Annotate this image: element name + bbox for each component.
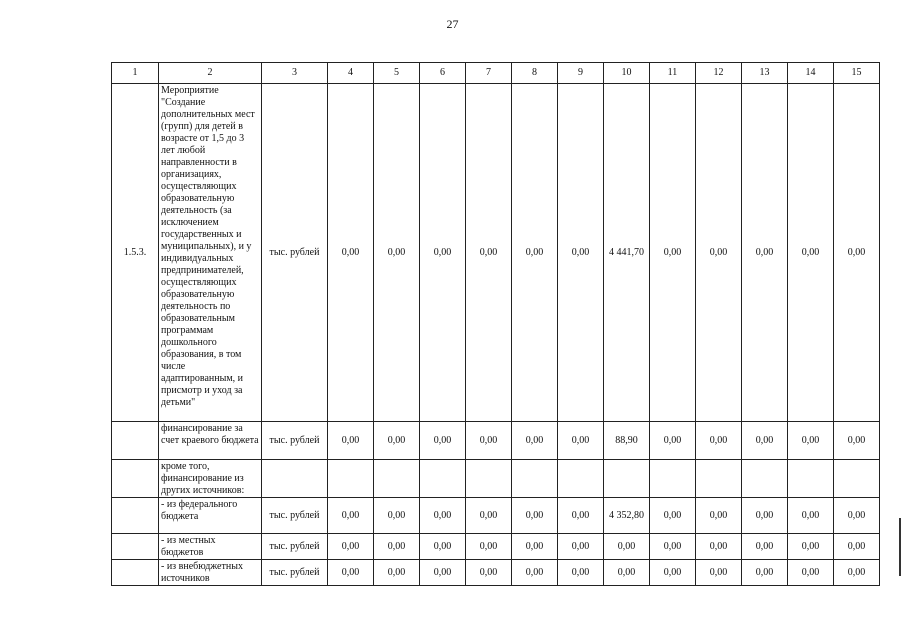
value-cell	[788, 460, 834, 498]
value-cell	[512, 460, 558, 498]
table-row	[112, 422, 880, 460]
value-cell: 0,00	[604, 534, 650, 560]
unit-cell: тыс. рублей	[262, 422, 328, 460]
value-cell: 0,00	[650, 534, 696, 560]
value-cell: 0,00	[512, 422, 558, 460]
table-row	[112, 84, 880, 422]
value-cell: 4 441,70	[604, 84, 650, 422]
header-cell: 7	[466, 63, 512, 84]
value-cell: 0,00	[374, 498, 420, 534]
table-row	[112, 498, 880, 534]
row-description: - из внебюджетных источников	[159, 560, 262, 586]
header-cell: 8	[512, 63, 558, 84]
value-cell: 0,00	[420, 84, 466, 422]
value-cell: 0,00	[788, 498, 834, 534]
value-cell: 0,00	[558, 422, 604, 460]
row-number: 1.5.3.	[112, 84, 159, 422]
unit-cell: тыс. рублей	[262, 560, 328, 586]
header-cell: 4	[328, 63, 374, 84]
value-cell	[696, 460, 742, 498]
page-number: 27	[446, 17, 459, 31]
value-cell: 0,00	[650, 560, 696, 586]
value-cell	[834, 460, 880, 498]
table-row	[112, 560, 880, 586]
value-cell: 0,00	[788, 422, 834, 460]
row-number	[112, 534, 159, 560]
value-cell: 0,00	[650, 422, 696, 460]
row-description: - из федерального бюджета	[159, 498, 262, 534]
row-number	[112, 498, 159, 534]
value-cell: 0,00	[742, 498, 788, 534]
value-cell: 0,00	[374, 422, 420, 460]
value-cell: 0,00	[696, 534, 742, 560]
value-cell: 88,90	[604, 422, 650, 460]
row-description: - из местных бюджетов	[159, 534, 262, 560]
table-row	[112, 534, 880, 560]
header-cell: 15	[834, 63, 880, 84]
value-cell: 0,00	[328, 534, 374, 560]
unit-cell	[262, 460, 328, 498]
value-cell: 0,00	[742, 560, 788, 586]
value-cell	[420, 460, 466, 498]
value-cell	[558, 460, 604, 498]
value-cell: 0,00	[604, 560, 650, 586]
header-cell: 14	[788, 63, 834, 84]
value-cell: 0,00	[558, 84, 604, 422]
value-cell: 0,00	[834, 498, 880, 534]
value-cell: 0,00	[696, 84, 742, 422]
value-cell: 0,00	[466, 498, 512, 534]
value-cell: 0,00	[466, 560, 512, 586]
value-cell: 0,00	[512, 84, 558, 422]
value-cell: 0,00	[696, 560, 742, 586]
value-cell: 0,00	[788, 560, 834, 586]
value-cell: 0,00	[466, 84, 512, 422]
unit-cell: тыс. рублей	[262, 84, 328, 422]
header-cell: 5	[374, 63, 420, 84]
header-cell: 10	[604, 63, 650, 84]
row-number	[112, 422, 159, 460]
header-cell: 12	[696, 63, 742, 84]
value-cell: 0,00	[788, 534, 834, 560]
row-number	[112, 560, 159, 586]
value-cell: 0,00	[466, 534, 512, 560]
value-cell: 0,00	[742, 422, 788, 460]
table-row	[112, 460, 880, 498]
value-cell: 0,00	[420, 422, 466, 460]
header-cell: 6	[420, 63, 466, 84]
row-description: кроме того, финансирование из других источников:	[159, 460, 262, 498]
value-cell: 0,00	[834, 534, 880, 560]
value-cell: 0,00	[696, 498, 742, 534]
row-description: финансирование за счет краевого бюджета	[159, 422, 262, 460]
value-cell: 0,00	[328, 498, 374, 534]
value-cell: 4 352,80	[604, 498, 650, 534]
header-cell: 13	[742, 63, 788, 84]
value-cell	[650, 460, 696, 498]
value-cell: 0,00	[374, 560, 420, 586]
row-number	[112, 460, 159, 498]
value-cell: 0,00	[558, 498, 604, 534]
value-cell	[328, 460, 374, 498]
value-cell: 0,00	[650, 498, 696, 534]
value-cell	[374, 460, 420, 498]
value-cell: 0,00	[328, 84, 374, 422]
value-cell: 0,00	[558, 534, 604, 560]
row-description: Мероприятие "Создание дополнительных мест (групп) для детей в возрасте от 1,5 до 3 лет любой направленности в организациях, осуществляющих образовательную деятельность (за исключением государственных и муниципальных), и у индивидуальных предпринимателей, осуществляющих образовательную деятельность по образовательным программам дошкольного образования, в том числе адаптированным, и присмотр и уход за детьми"	[159, 84, 262, 422]
unit-cell: тыс. рублей	[262, 498, 328, 534]
value-cell: 0,00	[466, 422, 512, 460]
scan-edge-mark	[899, 518, 901, 576]
value-cell: 0,00	[420, 498, 466, 534]
value-cell: 0,00	[512, 498, 558, 534]
unit-cell: тыс. рублей	[262, 534, 328, 560]
value-cell: 0,00	[650, 84, 696, 422]
value-cell	[466, 460, 512, 498]
header-cell: 3	[262, 63, 328, 84]
value-cell: 0,00	[512, 560, 558, 586]
header-row	[112, 63, 880, 84]
value-cell: 0,00	[788, 84, 834, 422]
value-cell: 0,00	[328, 422, 374, 460]
value-cell: 0,00	[742, 534, 788, 560]
value-cell: 0,00	[834, 422, 880, 460]
value-cell: 0,00	[834, 560, 880, 586]
value-cell: 0,00	[834, 84, 880, 422]
value-cell: 0,00	[328, 560, 374, 586]
value-cell	[742, 460, 788, 498]
value-cell: 0,00	[512, 534, 558, 560]
value-cell: 0,00	[374, 84, 420, 422]
header-cell: 2	[159, 63, 262, 84]
value-cell: 0,00	[420, 534, 466, 560]
header-cell: 11	[650, 63, 696, 84]
value-cell	[604, 460, 650, 498]
value-cell: 0,00	[558, 560, 604, 586]
value-cell: 0,00	[374, 534, 420, 560]
header-cell: 1	[112, 63, 159, 84]
value-cell: 0,00	[742, 84, 788, 422]
value-cell: 0,00	[696, 422, 742, 460]
header-cell: 9	[558, 63, 604, 84]
value-cell: 0,00	[420, 560, 466, 586]
financing-table	[111, 62, 880, 586]
